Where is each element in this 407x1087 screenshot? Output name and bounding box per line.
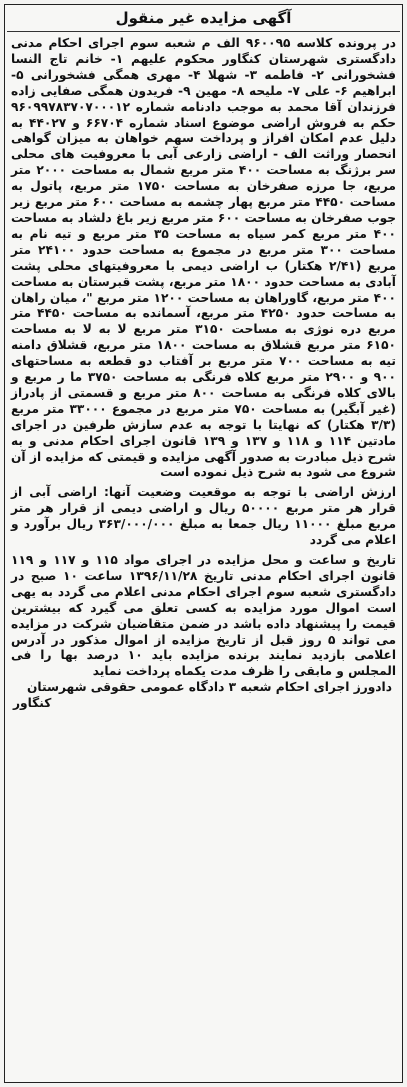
notice-paragraph: در پرونده کلاسه ۹۶۰۰۹۵ الف م شعبه سوم اجرای احکام مدنی دادگستری شهرستان کنگاور محکوم علیهم ۱- خانم تاج النسا فشخورانی ۲- فاطمه ۳- شهلا ۴- مهری همگی فشخورانی ۵- ابراهیم ۶- علی ۷- ملیحه ۸- مهین ۹- فریدون همگی صفایی زاده فرزندان آقا محمد به موجب دادنامه شماره ۹۶۰۹۹۷۸۳۷۰۷۰۰۰۱۲ حکم به فروش اراضی موضوع اسناد شماره ۶۶۷۰۴ و ۴۴۰۲۷ به دلیل عدم امکان افراز و پرداخت سهم خواهان به میزان گواهی انحصار وراثت الف - اراضی زارعی آبی با معروفیت های محلی سر برژنگ به مساحت ۴۰۰ متر مربع شمال به مساحت ۲۰۰۰ متر مربع، جا مرزه صفرخان به مساحت ۱۷۵۰ متر مربع، پاتول به مساحت ۴۴۵۰ متر مربع پهار چشمه به مساحت ۶۰۰ متر مربع زیر جوب صفرخان به مساحت ۶۰۰ متر مربع زیر باغ دلشاد به مساحت ۴۰۰ متر مربع کمر سیاه به مساحت ۳۵ متر مربع و تیه نام به مساحت ۳۰۰ متر مربع در مجموع به مساحت حدود ۲۴۱۰۰ متر مربع (۲/۴۱ هکتار) ب اراضی دیمی با معروفیتهای محلی پشت آبادی به مساحت حدود ۱۸۰۰ متر مربع، پشت قبرستان به مساحت ۴۰۰ متر مربع، گاوراهان به مساحت ۱۲۰۰ متر مربع "، میان راهان به مساحت حدود ۴۲۵۰ متر مربع، آسمانده به مساحت ۴۴۵۰ متر مربع دره نوژی به مساحت ۳۱۵۰ متر مربع لا به لا به مساحت ۶۱۵۰ متر مربع قشلاق به مساحت ۱۸۰۰ متر مربع، قشلاق دامنه تیه به مساحت ۷۰۰ متر مربع بر آفتاب دو قطعه به مساحتهای ۹۰۰ و ۲۹۰۰ متر مربع کلاه فرنگی به مساحت ۳۷۵۰ ما ر مربع و بالای کلاه فرنگی به مساحت ۸۰۰ متر مربع و قسمتی از پادراز (غیر آبگیر) به مساحت ۷۵۰ متر مربع در مجموع ۳۳۰۰۰ متر مربع (۳/۳ هکتار) که نهایتا با توجه به عدم سازش طرفین در اجرای مادتین ۱۱۴ و ۱۱۸ و ۱۳۷ و ۱۳۹ قانون اجرای احکام مدنی و به شرح ذیل مبادرت به صدور آگهی مزایده و قیمتی که مزایده از آن شروع می شود به شرح ذیل نموده است	[11, 36, 397, 480]
notice-title: آگهی مزایده غیر منقول	[7, 5, 400, 32]
notice-signature: دادورز اجرای احکام شعبه ۳ دادگاه عمومی حقوقی شهرستان	[27, 680, 392, 695]
notice-paragraph: تاریخ و ساعت و محل مزایده در اجرای مواد ۱۱۵ و ۱۱۷ و ۱۱۹ قانون اجرای احکام مدنی تاریخ ۱۳۹۶/۱۱/۲۸ ساعت ۱۰ صبح در دادگستری شعبه سوم اجرای احکام مدنی اعلام می گردد به یهی است اموال مورد مزایده به کسی تعلق می گیرد که بیشترین قیمت را پیشنهاد داده باشد در ضمن متقاضیان شرکت در مزایده می تواند ۵ روز قبل از تاریخ مزایده از اموال مذکور در آدرس اعلامی بازدید نمایند برنده مزایده باید ۱۰ درصد بها را فی المجلس و مابقی را ظرف مدت یکماه پرداخت نماید	[11, 553, 397, 679]
auction-notice	[4, 4, 403, 1083]
notice-signature-city: کنگاور	[13, 696, 52, 711]
notice-body	[5, 32, 402, 680]
notice-paragraph: ارزش اراضی با توجه به موقعیت وضعیت آنها: اراضی آبی از قرار هر متر مربع ۵۰۰۰۰ ریال و اراضی دیمی از قرار هر متر مربع مبلغ ۱۱۰۰۰ ریال جمعا به مبلغ ۳۶۳/۰۰۰/۰۰۰ ریال برآورد و اعلام می گردد	[11, 485, 396, 548]
